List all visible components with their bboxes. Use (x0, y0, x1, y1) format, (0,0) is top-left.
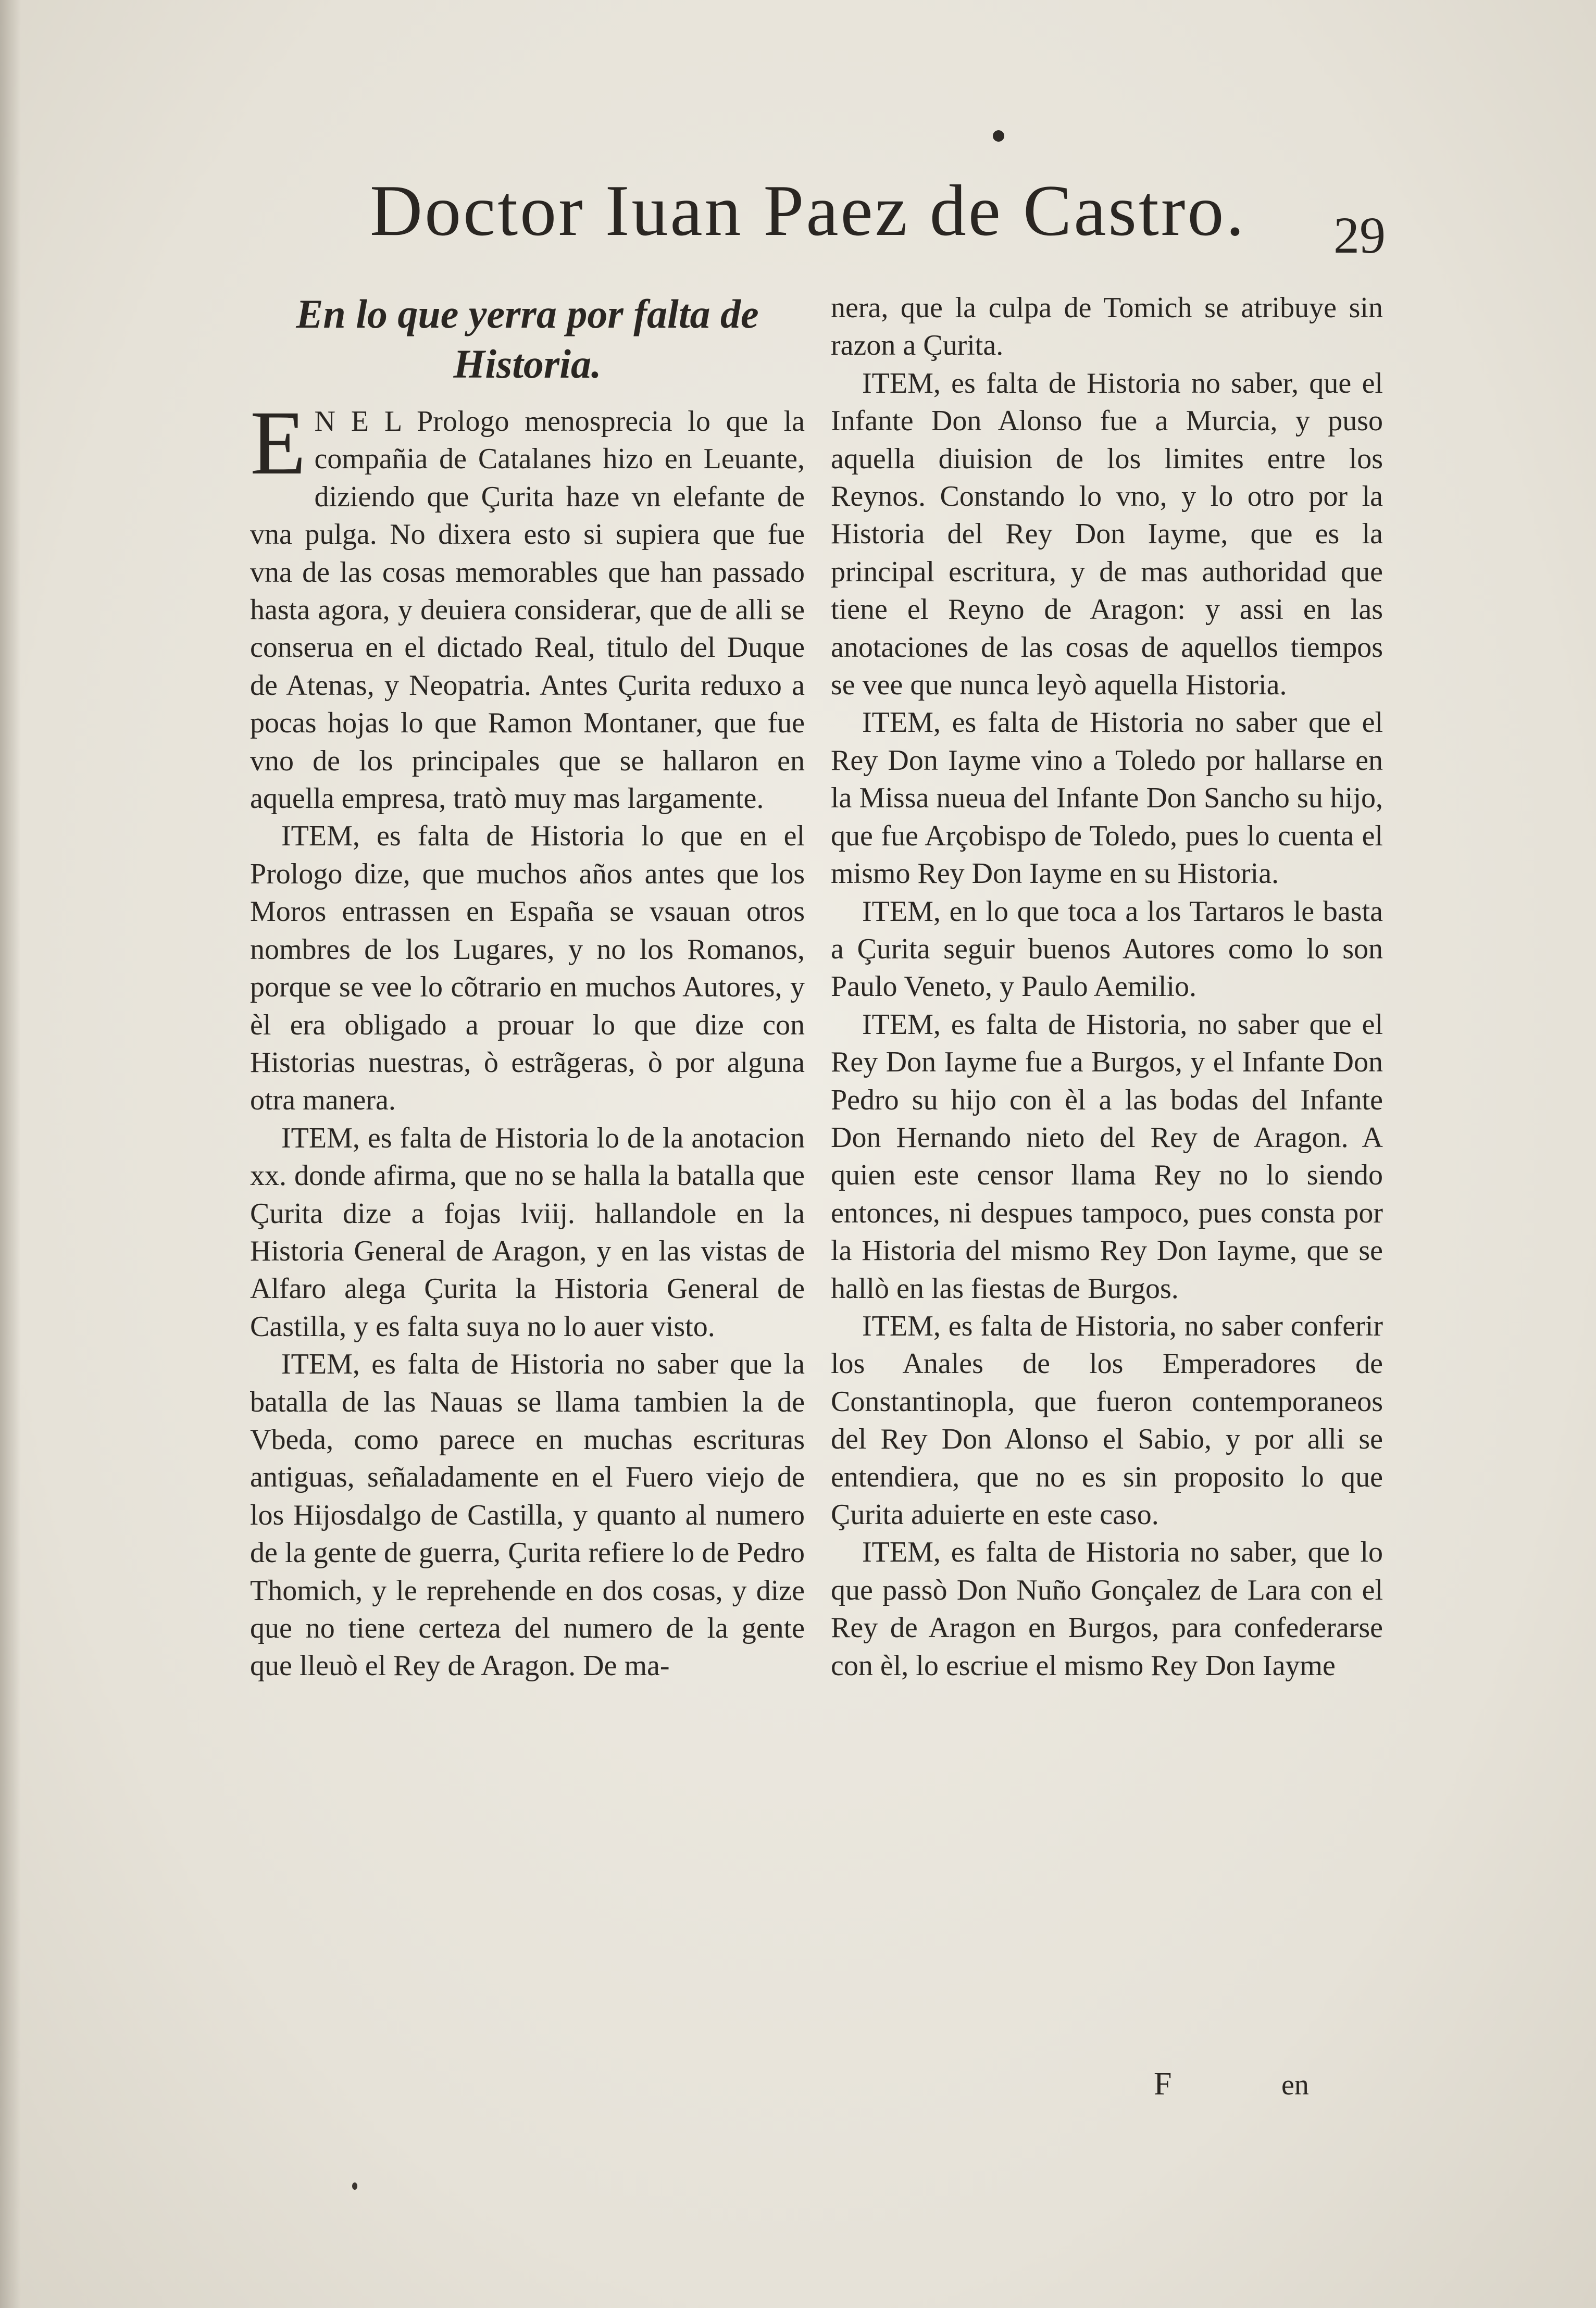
paragraph: ITEM, es falta de Historia lo que en el Prologo dize, que muchos años antes que los Moros entrassen en España se vsauan otros nombres de los Lugares, y no los Romanos, porque se vee lo cõtrario en muchos Autores, y èl era obligado a prouar lo que dize con Historias nuestras, ò estrãgeras, ò por alguna otra manera. (250, 820, 805, 1117)
catchword: en (1281, 2069, 1309, 2101)
section-title (250, 289, 805, 389)
paragraph: ITEM, en lo que toca a los Tartaros le basta a Çurita seguir buenos Autores como lo son Paulo Veneto, y Paulo Aemilio. (831, 895, 1383, 1003)
paragraph: ITEM, es falta de Historia no saber, que lo que passò Don Nuño Gonçalez de Lara con el Rey de Aragon en Burgos, para confederarse con èl, lo escriue el mismo Rey Don Iayme (831, 1536, 1383, 1682)
paragraph-continued: nera, que la culpa de Tomich se atribuye sin razon a Çurita. (831, 292, 1383, 362)
gutter-shadow (0, 0, 21, 2308)
signature-mark: F (1154, 2066, 1172, 2102)
paragraph: ITEM, es falta de Historia lo de la anotacion xx. donde afirma, que no se halla la batalla que Çurita dize a fojas lviij. hallandole en la Historia General de Aragon, y en las vistas de Alfaro alega Çurita la Historia General de Castilla, y es falta suya no lo auer visto. (250, 1121, 805, 1343)
paragraph: ITEM, es falta de Historia no saber que la batalla de las Nauas se llama tambien la de Vbeda, como parece en muchas escrituras antiguas, señaladamente en el Fuero viejo de los Hijosdalgo de Castilla, y quanto al numero de la gente de guerra, Çurita refiere lo de Pedro Thomich, y le reprehende en dos cosas, y dize que no tiene certeza del numero de la gente que lleuò el Rey de Aragon. De ma- (250, 1348, 805, 1682)
paragraph: ITEM, es falta de Historia no saber que el Rey Don Iayme vino a Toledo por hallarse en la Missa nueua del Infante Don Sancho su hijo, que fue Arçobispo de Toledo, pues lo cuenta el mismo Rey Don Iayme en su Historia. (831, 706, 1383, 890)
right-column (831, 289, 1383, 1685)
paragraph-text: N E L Prologo menosprecia lo que la compañia de Catalanes hizo en Leuante, diziendo que Çurita haze vn elefante de vna pulga. No dixera esto si supiera que fue vna de las cosas memorables que han passado hasta agora, y deuiera considerar, que de alli se conserua en el dictado Real, titulo del Duque de Atenas, y Neopatria. Antes Çurita reduxo a pocas hojas lo que Ramon Montaner, que fue vno de los principales que se hallaron en aquella empresa, tratò muy mas largamente. (250, 405, 805, 815)
paragraph (250, 392, 805, 817)
ink-spot (993, 130, 1004, 142)
page-number: 29 (1333, 206, 1386, 264)
section-title-line1: En lo que yerra por falta de (296, 291, 759, 336)
paragraph: ITEM, es falta de Historia, no saber que el Rey Don Iayme fue a Burgos, y el Infante Don Pedro su hijo con èl a las bodas del Infante Don Hernando nieto del Rey de Aragon. A quien este censor llama Rey no lo siendo entonces, ni despues tampoco, pues consta por la Historia del mismo Rey Don Iayme, que se hallò en las fiestas de Burgos. (831, 1008, 1383, 1305)
paragraph: ITEM, es falta de Historia, no saber conferir los Anales de los Emperadores de Constantinopla, que fueron contemporaneos del Rey Don Alonso el Sabio, y por alli se entendiera, que no es sin proposito lo que Çurita aduierte en este caso. (831, 1309, 1383, 1531)
drop-cap: E (250, 392, 306, 494)
section-title-line2: Historia. (453, 341, 602, 386)
running-title: Doctor Iuan Paez de Castro. (370, 170, 1246, 251)
left-column (250, 289, 805, 1685)
ink-spot-small (352, 2182, 357, 2190)
paragraph: ITEM, es falta de Historia no saber, que el Infante Don Alonso fue a Murcia, y puso aquella diuision de los limites entre los Reynos. Constando lo vno, y lo otro por la Historia del Rey Don Iayme, que es la principal escritura, y de mas authoridad que tiene el Reyno de Aragon: y assi en las anotaciones de las cosas de aquellos tiempos se vee que nunca leyò aquella Historia. (831, 367, 1383, 702)
